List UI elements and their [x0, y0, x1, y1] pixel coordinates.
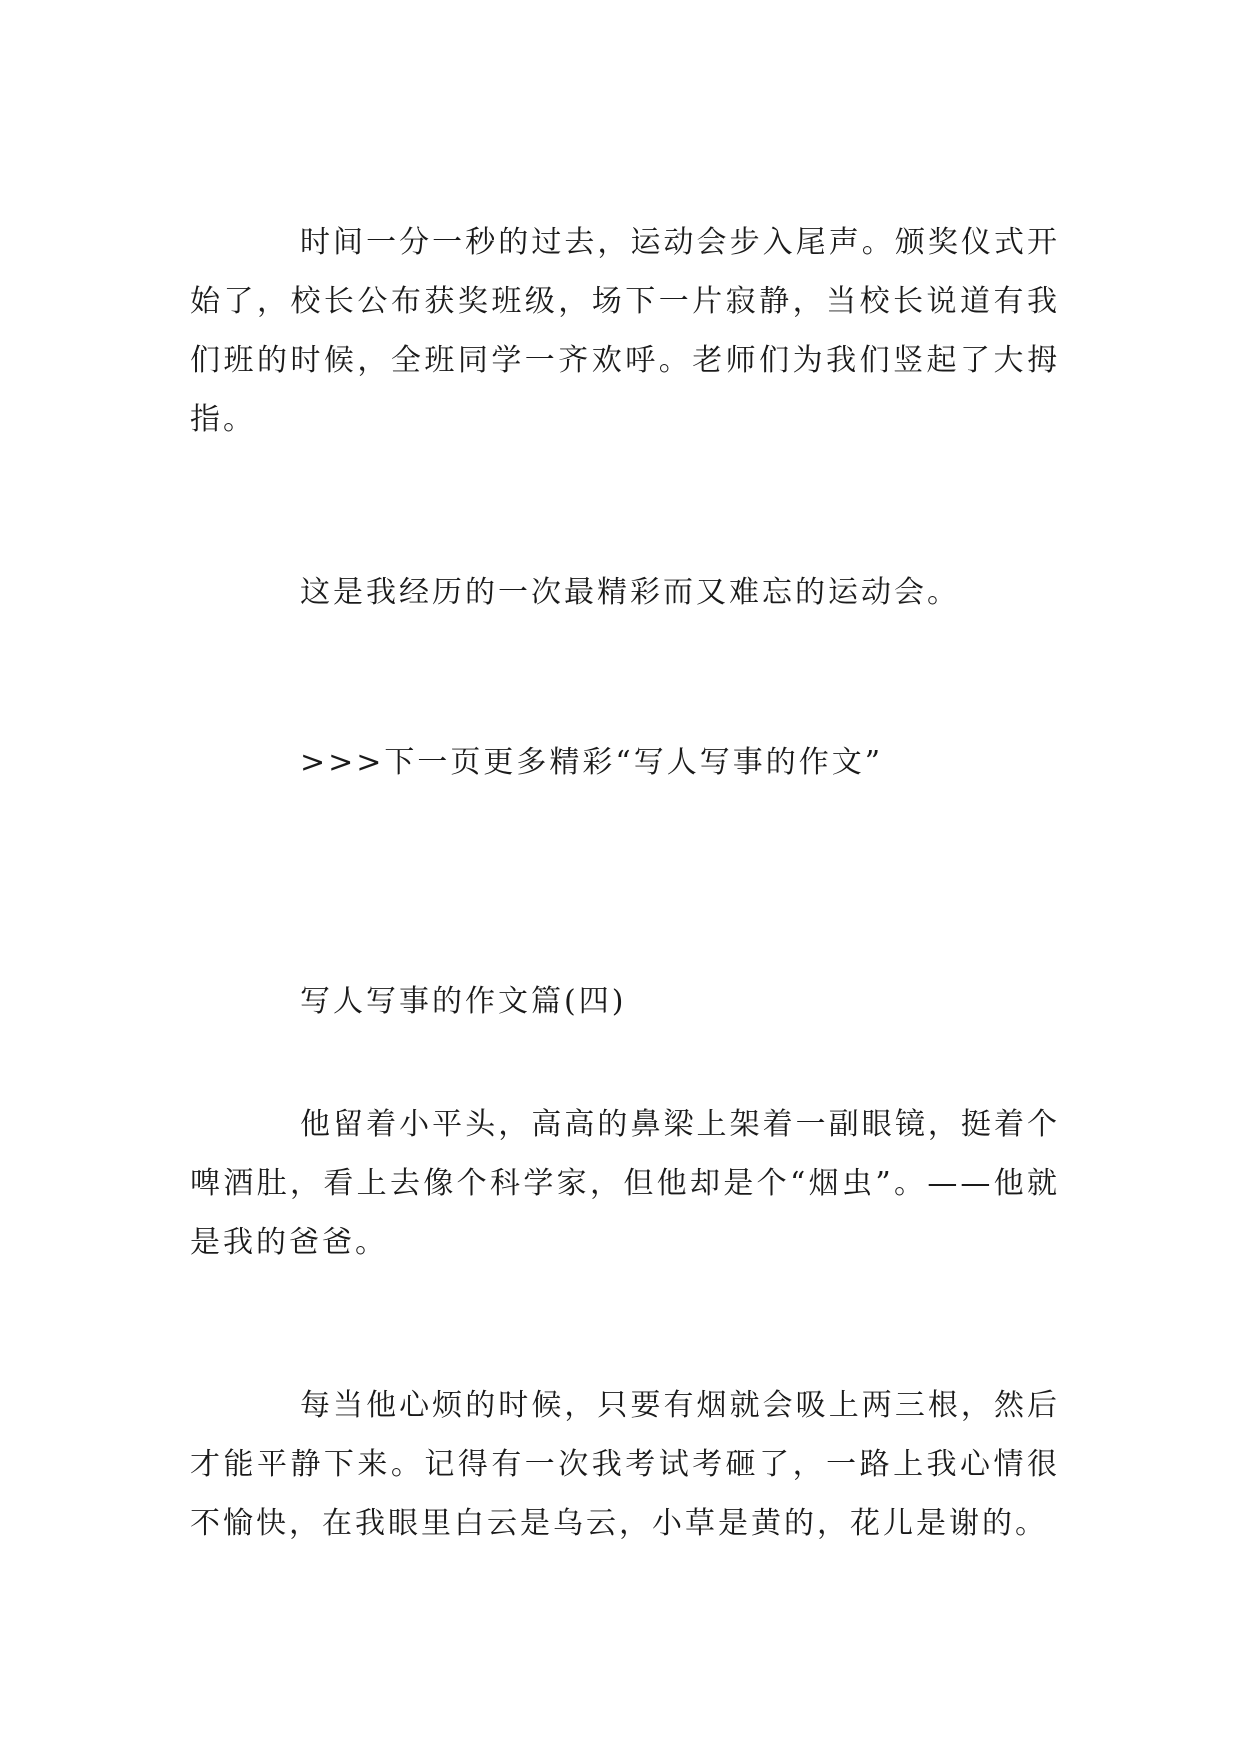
section-heading: 写人写事的作文篇(四) [300, 984, 627, 1019]
paragraph-award-ceremony: 时间一分一秒的过去，运动会步入尾声。颁奖仪式开始了，校长公布获奖班级，场下一片寂静，当校长说道有我们班的时候，全班同学一齐欢呼。老师们为我们竖起了大拇指。 [190, 225, 1060, 437]
paragraph-memorable-sports-day: 这是我经历的一次最精彩而又难忘的运动会。 [300, 575, 960, 610]
next-page-link[interactable]: >>>下一页更多精彩“写人写事的作文” [300, 745, 884, 780]
paragraph-father-description: 他留着小平头，高高的鼻梁上架着一副眼镜，挺着个啤酒肚，看上去像个科学家，但他却是个“烟虫”。——他就是我的爸爸。 [190, 1107, 1060, 1260]
paragraph-father-smoking: 每当他心烦的时候，只要有烟就会吸上两三根，然后才能平静下来。记得有一次我考试考砸了，一路上我心情很不愉快，在我眼里白云是乌云，小草是黄的，花儿是谢的。 [190, 1388, 1060, 1541]
